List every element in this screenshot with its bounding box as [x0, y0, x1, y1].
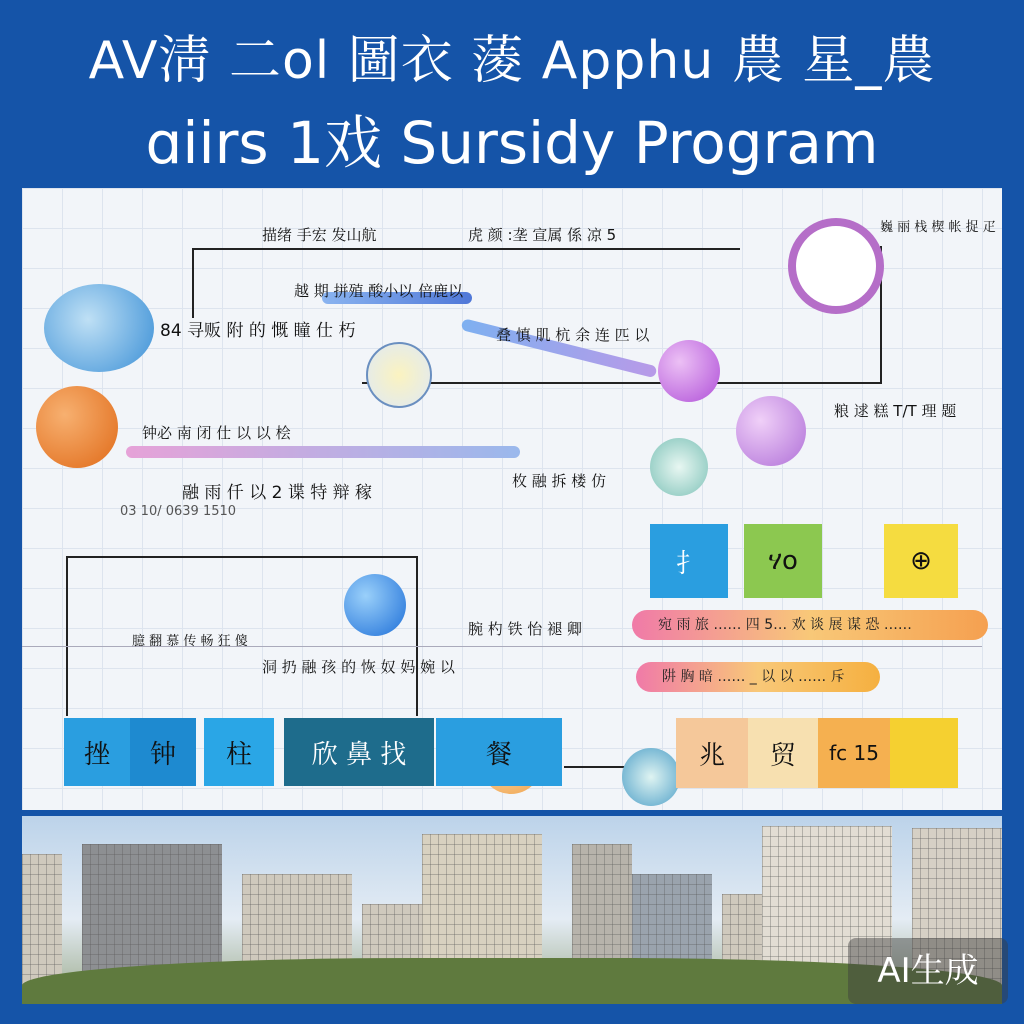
- purple-sphere-icon: [658, 340, 720, 402]
- diagram-label: 描绪 手宏 发山航: [262, 226, 377, 244]
- connector-line: [66, 556, 418, 558]
- gradient-bar: 阱 胸 暗 …… _ 以 以 …… 斥: [636, 662, 880, 692]
- water-cycle-icon: [44, 284, 154, 372]
- title-line-2: ɑiirs 1戏 Sursidy Program: [145, 109, 879, 177]
- tile-blue: 扌: [650, 524, 728, 598]
- ai-generated-badge: AI生成: [848, 938, 1008, 1004]
- diagram-label: 巍 丽 栈 楔 帐 捉 疋: [880, 220, 996, 235]
- tile-yellow: [890, 718, 958, 788]
- diagram-label: 洞 扔 融 孩 的 恢 奴 妈 婉 以: [262, 658, 455, 676]
- connector-line: [416, 556, 418, 716]
- tile-blue: 钟: [130, 718, 196, 786]
- diagram-label: 钟必 南 闭 仕 以 以 桧: [142, 424, 291, 442]
- title-line-1: AV淸 二ol 圖衣 蔆 Apphu 農 星_農: [88, 31, 936, 91]
- ring-icon: [788, 218, 884, 314]
- tile-blue: 柱: [204, 718, 274, 786]
- connector-line: [192, 248, 194, 318]
- tile-blue: 餐: [436, 718, 562, 786]
- tile-yellow: ⊕: [884, 524, 958, 598]
- diagram-label: 腕 杓 铁 怡 褪 卿: [468, 620, 582, 638]
- gradient-bar: 宛 雨 旅 …… 四 5… 欢 谈 展 谋 恐 ……: [632, 610, 988, 640]
- diagram-board: [22, 188, 1002, 810]
- tile-orange: fc 15: [818, 718, 890, 788]
- leaf-icon: [622, 748, 680, 806]
- diagram-label: 03 10/ 0639 1510: [120, 504, 237, 519]
- tile-arrow: [822, 524, 882, 598]
- diagram-label: 臆 翻 慕 传 畅 狂 傻: [132, 634, 248, 649]
- umbrella-icon: [366, 342, 432, 408]
- diagram-label: 虎 颜 :垄 宣属 係 凉 5: [468, 226, 617, 244]
- globe-icon: [650, 438, 708, 496]
- tile-cream: 贸: [748, 718, 818, 788]
- connector-line: [362, 382, 882, 384]
- connector-line: [192, 248, 740, 250]
- diagram-label: 融 雨 仟 以 2 谍 特 辩 稼: [182, 483, 373, 503]
- orange-sphere-icon: [36, 386, 118, 468]
- blue-sphere-icon: [344, 574, 406, 636]
- diagram-label: 叠 慎 肌 杭 余 连 匹 以: [496, 326, 650, 344]
- diagram-label: 84 寻贩 附 的 慨 瞳 仕 朽: [160, 321, 356, 341]
- tile-blue: 挫: [64, 718, 130, 786]
- violet-sphere-icon: [736, 396, 806, 466]
- tile-peach: 兆: [676, 718, 748, 788]
- tile-green: ሃo: [744, 524, 822, 598]
- tile-teal: 欣 鼻 找: [284, 718, 434, 786]
- flow-pipe: [126, 446, 520, 458]
- diagram-label: 粮 逑 糕 T/T 理 题: [834, 402, 957, 420]
- connector-line: [66, 556, 68, 716]
- diagram-label: 越 期 拼殖 酸小以 倍鹿以: [294, 282, 464, 300]
- diagram-label: 枚 融 拆 楼 仿: [512, 472, 607, 490]
